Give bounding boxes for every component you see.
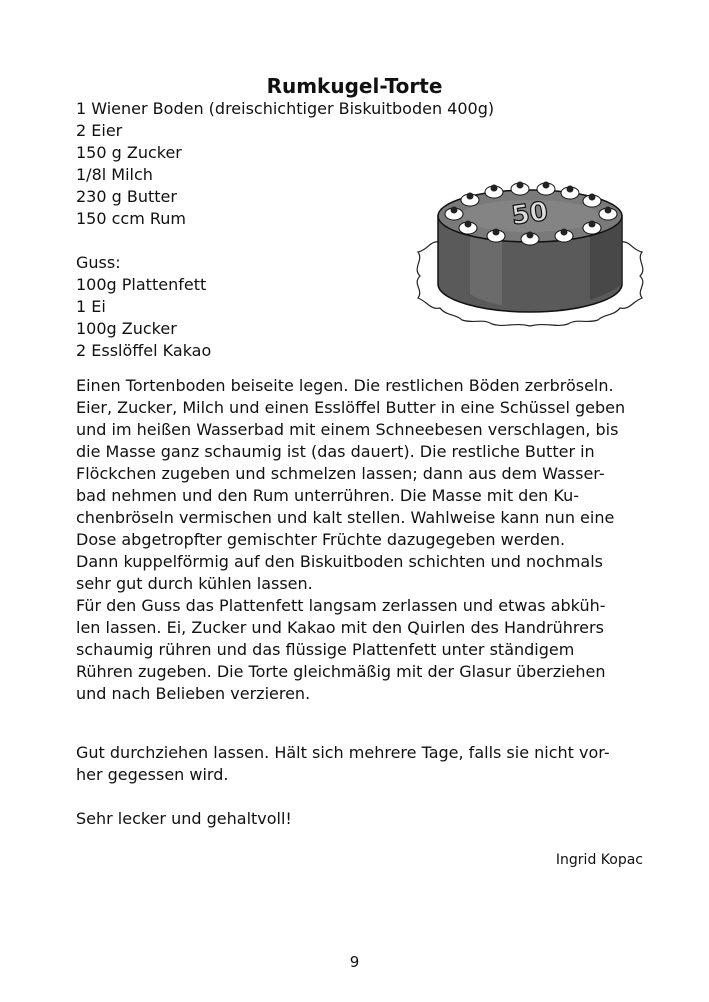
instruction-line: die Masse ganz schaumig ist (das dauert). Die restliche Butter in [76,442,595,461]
instruction-line: chenbröseln vermischen und kalt stellen. Wahlweise kann nun eine [76,508,615,527]
instruction-line: sehr gut durch kühlen lassen. [76,574,313,593]
storage-note [76,742,610,786]
note-line: Gut durchziehen lassen. Hält sich mehrere Tage, falls sie nicht vor- [76,743,610,762]
instruction-line: Einen Tortenboden beiseite legen. Die restlichen Böden zerbröseln. [76,376,614,395]
instruction-line: Dose abgetropfter gemischter Früchte dazugegeben werden. [76,530,566,549]
instruction-line: Für den Guss das Plattenfett langsam zerlassen und etwas abküh- [76,596,606,615]
cream-rosette [511,182,529,196]
glaze-heading: Guss: [76,253,121,272]
glaze-ingredient-item: 1 Ei [76,297,106,316]
cake-number: 50 [509,196,550,232]
ingredient-item: 1/8l Milch [76,165,153,184]
instruction-line: bad nehmen und den Rum unterrühren. Die Masse mit den Ku- [76,486,580,505]
ingredient-item: 150 g Zucker [76,143,182,162]
closing-remark: Sehr lecker und gehaltvoll! [76,809,292,828]
instruction-line: Eier, Zucker, Milch und einen Esslöffel Butter in eine Schüssel geben [76,398,626,417]
note-line: her gegessen wird. [76,765,229,784]
instruction-line: und nach Belieben verzieren. [76,684,311,703]
glaze-ingredient-item: 100g Zucker [76,319,177,338]
glaze-ingredient-item: 100g Plattenfett [76,275,207,294]
cake-illustration [410,176,650,336]
ingredient-item: 1 Wiener Boden (dreischichtiger Biskuitboden 400g) [76,99,495,118]
ingredient-item: 2 Eier [76,121,123,140]
instruction-line: und im heißen Wasserbad mit einem Schneebesen verschlagen, bis [76,420,619,439]
ingredient-item: 150 ccm Rum [76,209,187,228]
instruction-line: len lassen. Ei, Zucker und Kakao mit den Quirlen des Handrührers [76,618,604,637]
ingredient-item: 230 g Butter [76,187,177,206]
instruction-line: Dann kuppelförmig auf den Biskuitboden schichten und nochmals [76,552,604,571]
cream-rosette [561,186,579,200]
instruction-line: Flöckchen zugeben und schmelzen lassen; dann aus dem Wasser- [76,464,605,483]
cream-rosette [537,182,555,196]
recipe-title: Rumkugel-Torte [266,74,443,98]
glaze-ingredient-item: 2 Esslöffel Kakao [76,341,212,360]
instruction-line: Rühren zugeben. Die Torte gleichmäßig mit der Glasur überziehen [76,662,606,681]
instructions-text [76,375,656,705]
instruction-line: schaumig rühren und das flüssige Plattenfett unter ständigem [76,640,575,659]
page-number: 9 [349,953,360,971]
author-name: Ingrid Kopac [555,852,643,868]
cream-rosette [485,185,503,199]
glaze-ingredient-list [76,274,211,362]
